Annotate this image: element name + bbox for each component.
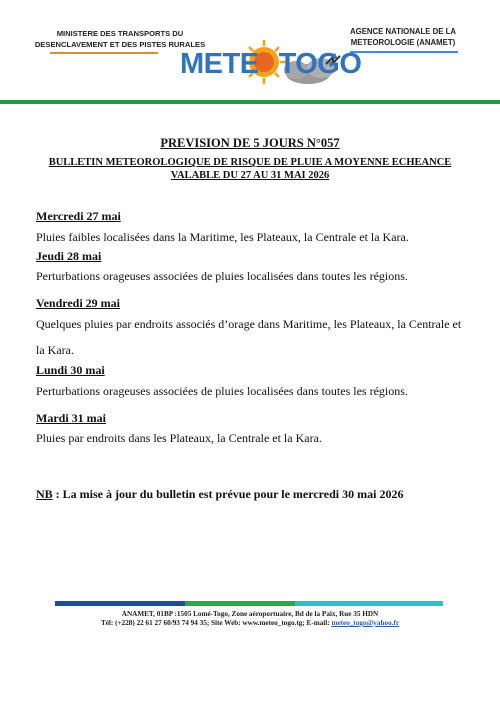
agency-line-2: METEOROLOGIE (ANAMET) [350,38,456,47]
day-description: Pluies par endroits dans les Plateaux, la Centrale et la Kara. [36,431,322,445]
footer-contact [0,619,500,628]
day-label: Jeudi 28 mai [36,249,102,263]
day-label: Lundi 30 mai [36,363,105,377]
footer-bar-blue [55,601,185,606]
day-description: Perturbations orageuses associées de pluies localisées dans toutes les régions. [36,269,408,283]
agency-line-1: AGENCE NATIONALE DE LA [350,27,456,36]
logo-text: METE TOGO [180,48,362,80]
header-divider [0,100,500,104]
update-note [36,487,403,502]
agency-name [338,26,468,48]
subtitle-line-1: BULLETIN METEOROLOGIQUE DE RISQUE DE PLUIE A MOYENNE ECHEANCE [48,157,452,168]
day-description: Quelques pluies par endroits associés d’orage dans Maritime, les Plateaux, la Centrale et la Kara. [36,317,462,357]
footer-address: ANAMET, 01BP :1505 Lomé-Togo, Zone aéroportuaire, Bd de la Paix, Rue 35 HDN [121,610,379,618]
note-prefix: NB [36,487,53,501]
bulletin-subtitle [0,156,500,182]
day-label: Mercredi 27 mai [36,209,121,223]
note-text: : La mise à jour du bulletin est prévue pour le mercredi 30 mai 2026 [52,487,404,501]
footer-email-link[interactable]: meteo_togo@yahoo.fr [331,619,400,627]
day-label: Vendredi 29 mai [36,296,121,310]
subtitle-line-2: VALABLE DU 27 AU 31 MAI 2026 [170,170,330,181]
ministry-line-1: MINISTERE DES TRANSPORTS DU [56,29,184,38]
meteo-togo-logo [176,38,362,86]
day-label: Mardi 31 mai [36,411,106,425]
footer-bar-green [185,601,295,606]
bulletin-title: PREVISION DE 5 JOURS N°057 [160,136,340,150]
ministry-underline [50,52,158,54]
footer-bar-teal [295,601,443,606]
ministry-line-2: DESENCLAVEMENT ET DES PISTES RURALES [34,40,206,49]
day-description: Perturbations orageuses associées de pluies localisées dans toutes les régions. [36,384,408,398]
day-description: Pluies faibles localisées dans la Maritime, les Plateaux, la Centrale et la Kara. [36,230,409,244]
footer-contact-text: Tél: (+228) 22 61 27 60/93 74 94 35; Site Web: www.meteo_togo.tg; E-mail: [100,619,332,627]
agency-underline [350,51,458,53]
